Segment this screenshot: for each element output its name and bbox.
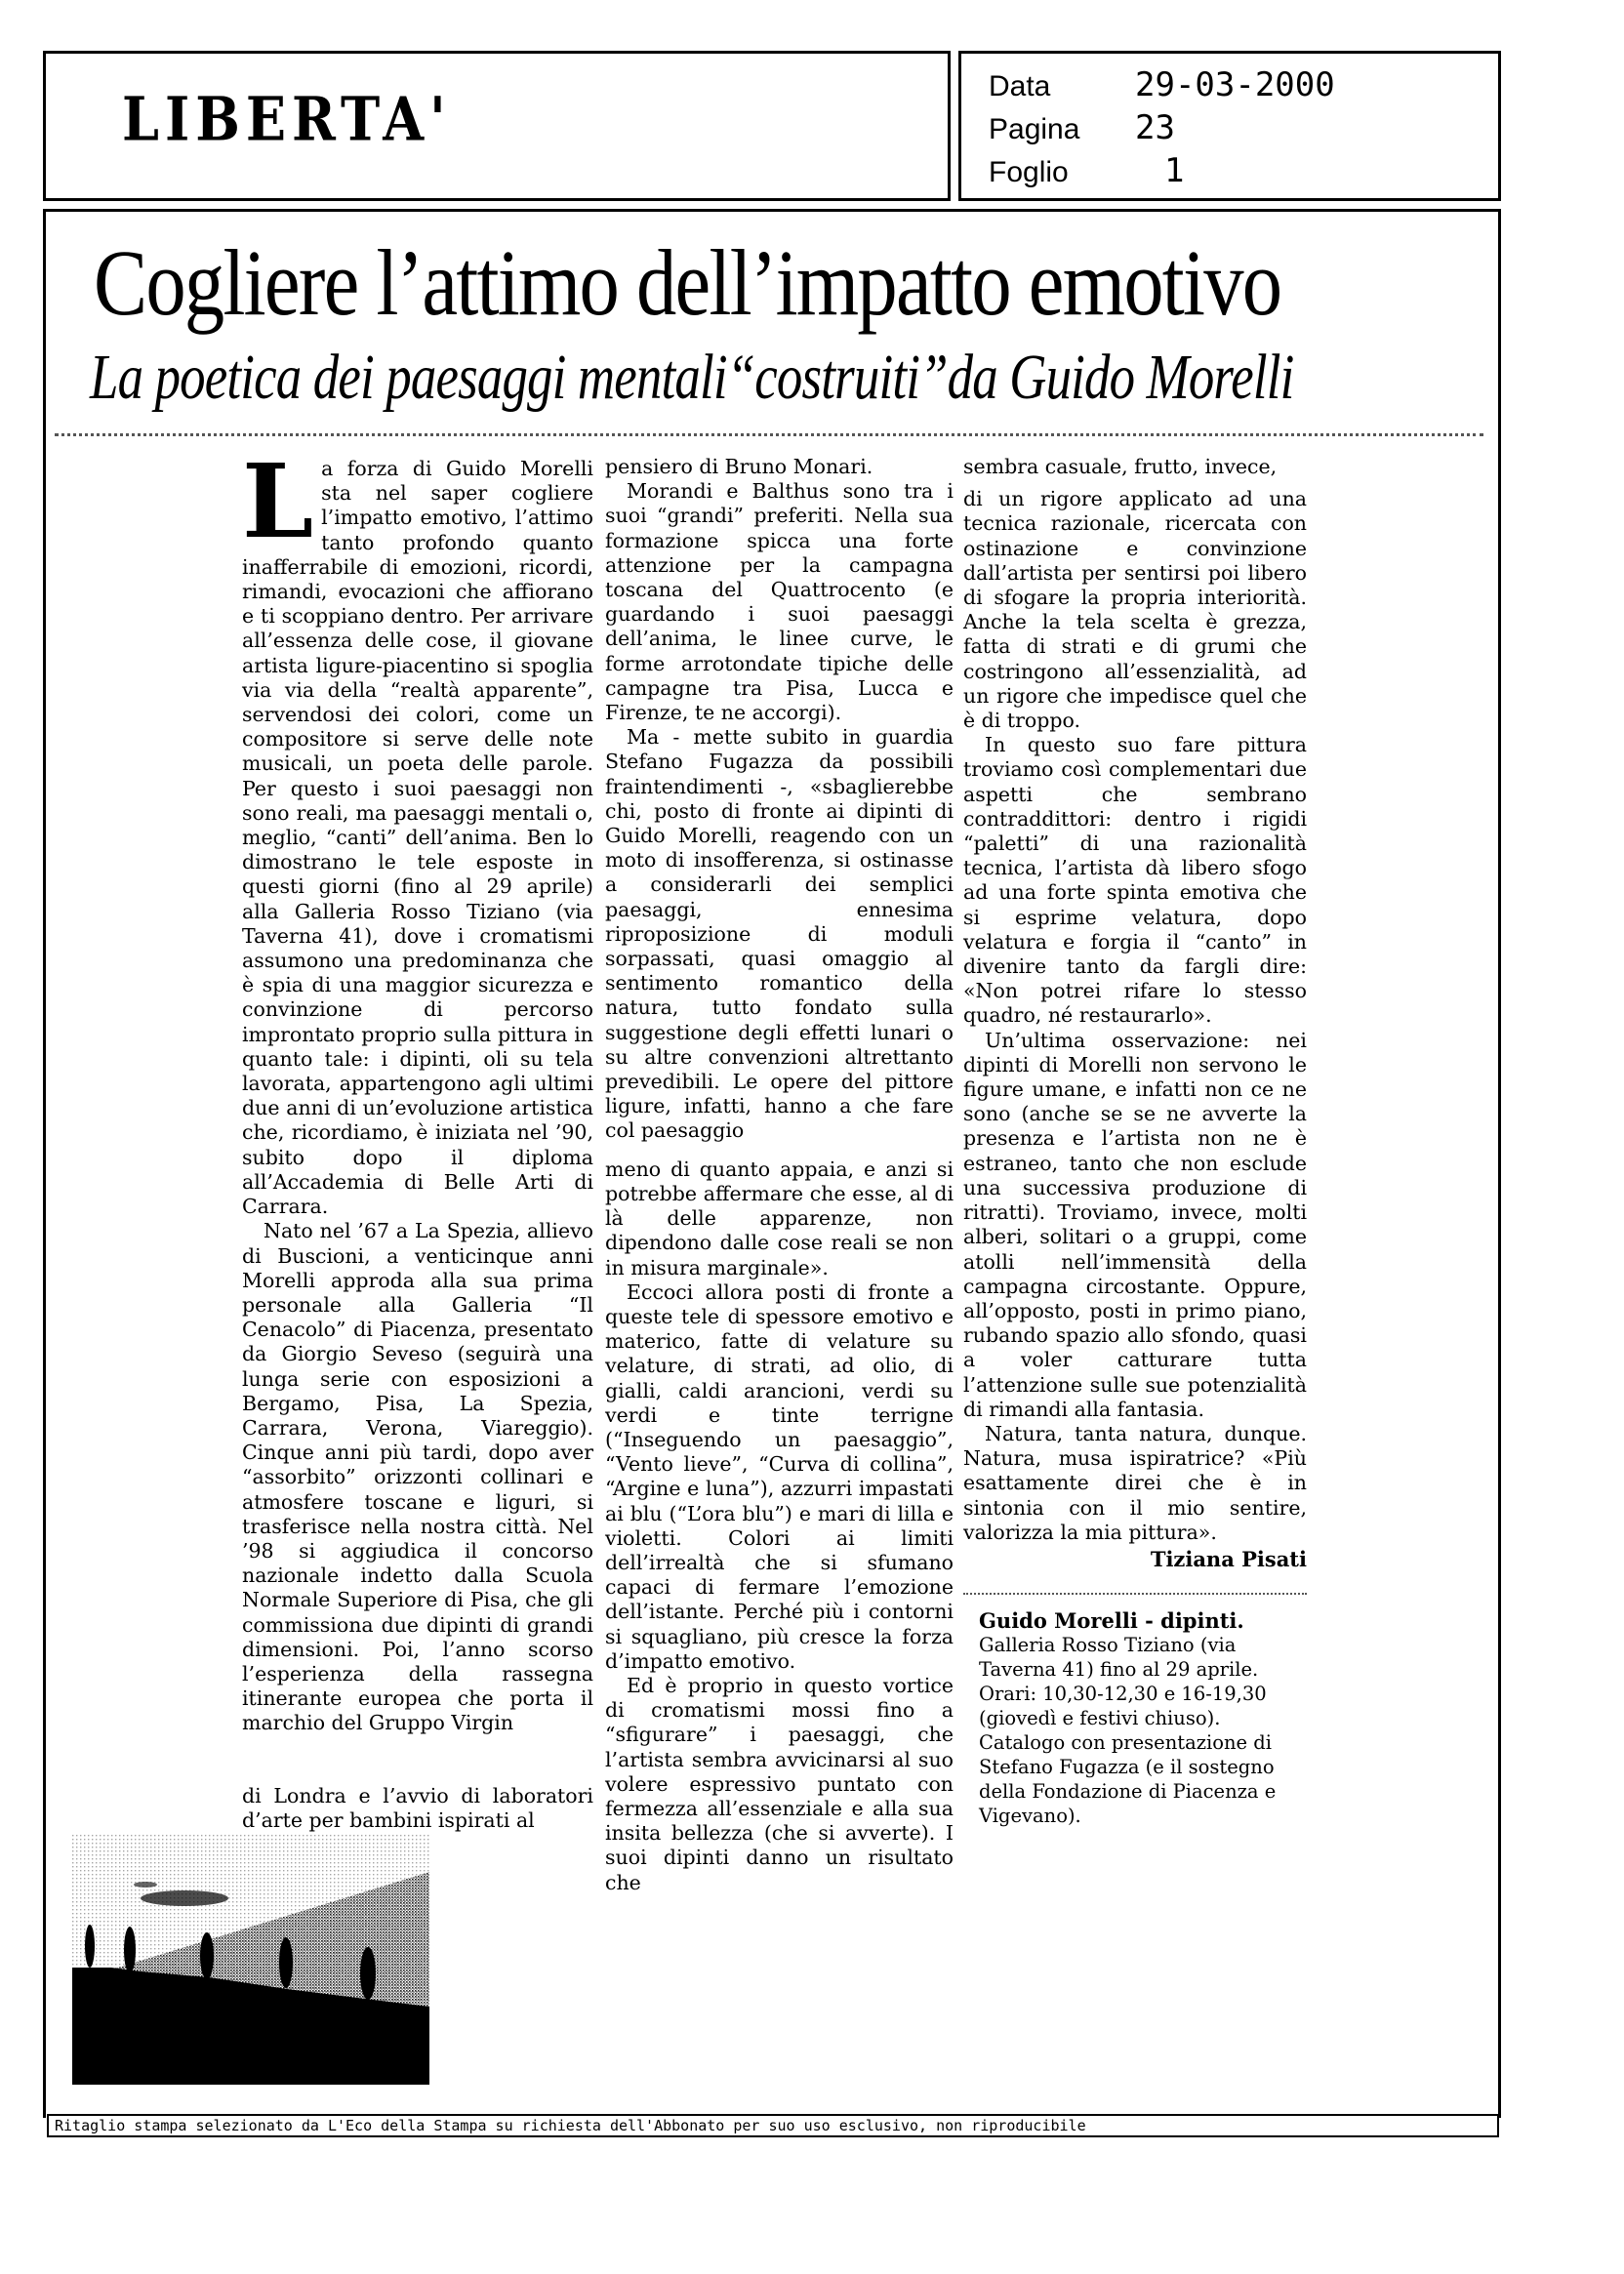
clipping-disclaimer: Ritaglio stampa selezionato da L'Eco della Stampa su richiesta dell'Abbonato per suo uso esclusivo, non riproducibile	[47, 2114, 1499, 2137]
masthead-box	[43, 51, 951, 201]
paragraph: Nato nel ’67 a La Spezia, allievo di Buscioni, a venticinque anni Morelli approda alla sua prima personale alla Galleria “Il Cenacolo” di Piacenza, presentato da Giorgio Seveso (seguirà una lunga serie con esposizioni a Bergamo, Pisa, La Spezia, Carrara, Verona, Viareggio). Cinque anni più tardi, dopo aver “assorbito” orizzonti collinari e atmosfere toscane e liguri, si trasferisce nella nostra città. Nel ’98 si aggiudica il concorso nazionale indetto dalla Scuola Normale Superiore di Pisa, che gli commissiona due dipinti di grandi dimensioni. Poi, l’anno scorso l’esperienza della rassegna itinerante europea che porta il marchio del Gruppo Virgin	[242, 1219, 593, 1735]
info-box-line: Orari: 10,30-12,30 e 16-19,30	[979, 1683, 1267, 1706]
meta-page-label: Pagina	[989, 113, 1080, 145]
paragraph: Un’ultima osservazione: nei dipinti di Morelli non servono le figure umane, e infatti non ce ne sono (anche se se ne avverte la presenza e l’artista non ne è estraneo, tanto che non esclude una successiva produzione di ritratti). Troviamo, invece, molti alberi, solitari o a gruppi, come atolli nell’immensità della campagna circostante. Oppure, all’opposto, posti in primo piano, rubando spazio allo sfondo, quasi a voler catturare tutta l’attenzione sulle sue potenzialità di rimandi alla fantasia.	[963, 1028, 1307, 1421]
article-column-1-continued	[242, 1784, 593, 1833]
paragraph: Natura, tanta natura, dunque. Natura, musa ispiratrice? «Più esattamente direi che è in sintonia con il mio sentire, valorizza la mia pittura».	[963, 1421, 1307, 1544]
cypress-tree	[200, 1932, 214, 1979]
paragraph: Ma - mette subito in guardia Stefano Fugazza da possibili fraintendimenti -, «sbaglierebbe chi, posto di fronte ai dipinti di Guido Morelli, reagendo con un moto di insofferenza, si ostinasse a considerarli dei semplici paesaggi, ennesima riproposizione di moduli sorpassati, quasi omaggio al sentimento romantico della natura, tutto fondato sulla suggestione degli effetti lunari o su altre convenzioni altrettanto prevedibili. Le opere del pittore ligure, infatti, hanno a che fare col paesaggio	[605, 725, 954, 1143]
meta-date	[989, 65, 1335, 104]
meta-sheet	[989, 151, 1184, 190]
paragraph: Eccoci allora posti di fronte a queste tele di spessore emotivo e materico, fatte di velature su velature, di strati, ad olio, di gialli, caldi arancioni, verdi su verdi e tinte terrigne (“Inseguendo un paesaggio”, “Vento lieve”, “Curva di collina”, “Argine e luna”), azzurri impastati ai blu (“L’ora blu”) e mari di lilla e violetti. Colori ai limiti dell’irrealtà che si sfumano capaci di fermare l’emozione dell’istante. Perché più i contorni si squagliano, più cresce la forza d’impatto emotivo.	[605, 1279, 954, 1673]
paragraph: In questo suo fare pittura troviamo così complementari due aspetti che sembrano contraddittori: dentro i rigidi “paletti” di una razionalità tecnica, l’artista dà libero sfogo ad una forte spinta emotiva che si esprime velatura, dopo velatura e forgia il “canto” in divenire tanto da fargli dire: «Non potrei rifare lo stesso quadro, né restaurarlo».	[963, 733, 1307, 1028]
info-box-divider	[963, 1593, 1307, 1595]
meta-sheet-value: 1	[1164, 151, 1185, 190]
info-box-line: Taverna 41) fino al 29 aprile.	[979, 1658, 1259, 1682]
article-column-3	[963, 455, 1307, 1828]
paragraph: Morandi e Balthus sono tra i suoi “grandi” preferiti. Nella sua formazione spicca una forte attenzione per la campagna toscana del Quattrocento (e guardando i suoi paesaggi dell’anima, le linee curve, le forme arrotondate tipiche delle campagne tra Pisa, Lucca e Firenze, te ne accorgi).	[605, 479, 954, 725]
cypress-tree	[85, 1925, 95, 1968]
article-column-1	[242, 441, 593, 1736]
paragraph: meno di quanto appaia, e anzi si potrebbe affermare che esse, al di là delle apparenze, non dipendono dalle cose reali se non in misura marginale».	[605, 1157, 954, 1279]
article-column-2	[605, 455, 954, 1895]
meta-date-value: 29-03-2000	[1135, 65, 1335, 104]
info-box-line: Vigevano).	[979, 1805, 1081, 1828]
article-headline: Cogliere l’attimo dell’impatto emotivo	[94, 230, 1281, 335]
paragraph: Ed è proprio in questo vortice di cromatismi mossi fino a “sfigurare” i paesaggi, che l’artista sembra avvicinarsi al suo volere espressivo puntato con fermezza all’essenziale e alla sua insita bellezza (che si avverte). I suoi dipinti danno un risultato che	[605, 1673, 954, 1894]
cypress-tree	[360, 1947, 376, 2000]
newspaper-masthead: LIBERTA'	[122, 83, 452, 155]
paragraph: di un rigore applicato ad una tecnica razionale, ricercata con ostinazione e convinzione dall’artista per sentirsi poi libero di sfogare la propria interiorità. Anche la tela scelta è grezza, fatta di strati e di grumi che costringono all’essenzialità, ad un rigore che impedisce quel che è di troppo.	[963, 487, 1307, 733]
info-box-line: Catalogo con presentazione di	[979, 1731, 1273, 1755]
article-subheadline: La poetica dei paesaggi mentali“costruiti”da Guido Morelli	[90, 342, 1294, 413]
paragraph: sembra casuale, frutto, invece,	[963, 455, 1278, 478]
info-box-line: (giovedì e festivi chiuso).	[979, 1707, 1221, 1730]
meta-date-label: Data	[989, 70, 1051, 102]
info-box-line: Galleria Rosso Tiziano (via	[979, 1634, 1237, 1657]
info-box-title: Guido Morelli - dipinti.	[979, 1608, 1244, 1634]
drop-cap: L	[242, 441, 314, 561]
clipping-meta-box	[958, 51, 1501, 201]
info-box-line: Stefano Fugazza (e il sostegno	[979, 1756, 1275, 1779]
meta-page-value: 23	[1135, 108, 1175, 147]
article-byline: Tiziana Pisati	[1150, 1546, 1307, 1571]
headline-divider	[55, 433, 1483, 436]
paragraph: di Londra e l’avvio di laboratori d’arte per bambini ispirati al	[242, 1784, 593, 1833]
cypress-tree	[279, 1937, 293, 1988]
paragraph: a forza di Guido Morelli sta nel saper cogliere l’impatto emotivo, l’attimo tanto profondo quanto inafferrabile di emozioni, ricordi, rimandi, evocazioni che affiorano e ti scoppiano dentro. Per arrivare all’essenza delle cose, il giovane artista ligure-piacentino si spoglia via via della “realtà apparente”, servendosi dei colori, come un compositore si serve delle note musicali, un poeta delle parole. Per questo i suoi paesaggi non sono reali, ma paesaggi mentali o, meglio, “canti” dell’anima. Ben lo dimostrano le tele esposte in questi giorni (fino al 29 aprile) alla Galleria Rosso Tiziano (via Taverna 41), dove i cromatismi assumono una predominanza che è spia di una maggior sicurezza e convinzione di percorso improntato proprio sulla pittura in quanto tale: i dipinti, oli su tela lavorata, appartengono agli ultimi due anni di un’evoluzione artistica che, ricordiamo, è iniziata nel ’90, subito dopo il diploma all’Accademia di Belle Arti di Carrara.	[242, 457, 593, 1219]
landscape-photo	[72, 1835, 429, 2085]
cypress-tree	[124, 1927, 136, 1973]
meta-page	[989, 108, 1175, 147]
meta-sheet-label: Foglio	[989, 156, 1069, 188]
info-box-line: della Fondazione di Piacenza e	[979, 1780, 1277, 1804]
paragraph: pensiero di Bruno Monari.	[605, 455, 873, 478]
